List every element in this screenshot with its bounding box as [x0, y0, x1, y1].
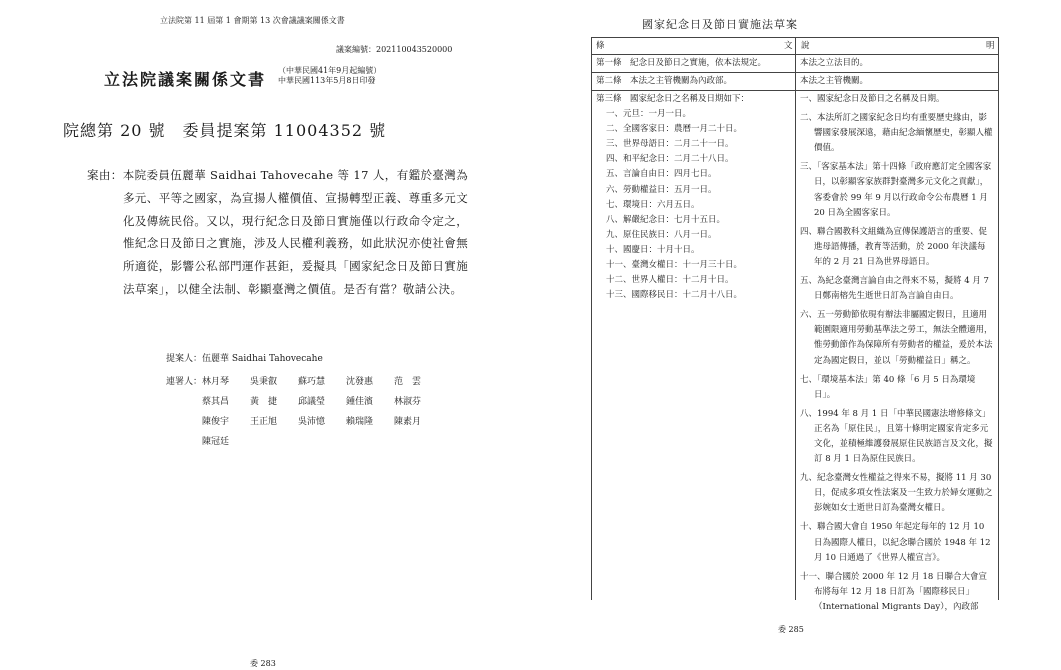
doc-title: 立法院議案關係文書: [104, 70, 267, 89]
note-paragraph: 九、紀念臺灣女性權益之得來不易，擬將 11 月 30 日，促成多項女性法案及一生致力於婦女運動之彭婉如女士逝世日訂為臺灣女權日。: [800, 473, 993, 514]
doc-print-note: [278, 66, 428, 86]
cosigner: 陳俊宇: [202, 417, 230, 427]
proposer-name: 伍麗華 Saidhai Tahovecahe: [202, 354, 323, 364]
cosigner: 林淑芬: [394, 397, 422, 407]
law-table: [591, 37, 999, 612]
row1-note: 本法之立法目的。: [800, 58, 869, 68]
article-item: 十一、臺灣女權日：十一月三十日。: [606, 260, 743, 271]
cosigner: 鍾佳濱: [346, 397, 374, 407]
article-item: 一、元旦：一月一日。: [606, 109, 692, 120]
cosigner: 黃 捷: [250, 397, 278, 407]
note-paragraph: 七、「環境基本法」第 40 條「6 月 5 日為環境日」。: [800, 374, 976, 400]
cosigner: 陳素月: [394, 417, 422, 427]
article-item: 七、環境日：六月五日。: [606, 199, 700, 210]
row3-notes: [800, 92, 994, 619]
row1-article: 第一條 紀念日及節日之實施，依本法規定。: [596, 58, 767, 68]
left-page-number: 委 283: [250, 659, 276, 668]
cosigner: 吳沛憶: [298, 417, 326, 427]
article-item: 四、和平紀念日：二月二十八日。: [606, 154, 734, 165]
note-paragraph: 六、五一勞動節依現有辦法非屬國定假日，且適用範圍限適用勞動基準法之勞工，無法全體適用，惟勞動節作為保障所有勞動者的權益，爰於本法定為國定假日，並以「勞動權益日」稱之。: [800, 310, 993, 366]
header-note-b: 明: [986, 41, 995, 51]
cosign-label: 連署人：: [166, 377, 203, 387]
article-item: 十、國慶日：十月十日。: [606, 244, 700, 255]
bill-number: 議案編號：202110043520000: [336, 45, 453, 54]
note-paragraph: 十一、聯合國於 2000 年 12 月 18 日聯合大會宣布將每年 12 月 18 日訂為「國際移民日」（International Migrants Day），內政部: [800, 571, 987, 612]
article-item: 五、言論自由日：四月七日。: [606, 169, 717, 180]
cosigner: 賴瑞隆: [346, 417, 374, 427]
page-gutter: [528, 0, 529, 670]
cosigner: 林月琴: [202, 377, 230, 387]
cosigner: 吳秉叡: [250, 377, 278, 387]
article-item: 三、世界母語日：二月二十一日。: [606, 139, 734, 150]
note-paragraph: 一、國家紀念日及節日之名稱及日期。: [800, 94, 945, 104]
right-page-number: 委 285: [778, 625, 804, 634]
header-note-a: 說: [801, 41, 810, 51]
header-article-a: 條: [596, 41, 605, 51]
reason-block: [87, 164, 472, 301]
article-item: 二、全國客家日：農曆一月二十日。: [606, 124, 743, 135]
table-header: [592, 38, 998, 55]
note-paragraph: 八、1994 年 8 月 1 日「中華民國憲法增修條文」正名為「原住民」，且第十條明定國家肯定多元文化，並積極維護發展原住民族語言及文化，擬訂 8 月 1 日為原住民族日。: [800, 408, 993, 465]
column-divider: [795, 38, 796, 600]
doc-note-line2: 中華民國113年5月8日印發: [278, 76, 376, 85]
row3-intro: 第三條 國家紀念日之名稱及日期如下：: [596, 94, 750, 104]
cosigner: 蔡其昌: [202, 397, 230, 407]
row2-article: 第二條 本法之主管機關為內政部。: [596, 76, 733, 86]
note-paragraph: 五、為紀念臺灣言論自由之得來不易，擬將 4 月 7 日鄭南榕先生逝世日訂為言論自由日。: [800, 276, 989, 302]
row3-article: [596, 92, 791, 303]
cosigner: 王正旭: [250, 417, 278, 427]
article-item: 六、勞動權益日：五月一日。: [606, 184, 717, 195]
reason-text: 本院委員伍麗華 Saidhai Tahovecahe 等 17 人，有鑑於臺灣為多元、平等之國家，為宣揚人權價值、宣揚轉型正義、尊重多元文化及傳統民俗。又以，現行紀念日及節日實施僅以行政命令定之，惟紀念日及節日之實施，涉及人民權利義務，如此狀況亦使社會無所適從，影響公私部門運作甚鉅，爰擬具「國家紀念日及節日實施法草案」，以健全法制、彰顯臺灣之價值。是否有當？敬請公決。: [122, 168, 469, 296]
proposal-number: 院總第 20 號 委員提案第 11004352 號: [63, 121, 387, 140]
reason-label: 案由：: [87, 168, 123, 182]
row-divider: [592, 72, 998, 73]
row-divider: [592, 90, 998, 91]
note-paragraph: 二、本法所訂之國家紀念日均有重要歷史緣由，影響國家發展深遠，藉由紀念緬懷歷史，彰顯人權價值。: [800, 113, 993, 154]
law-title: 國家紀念日及節日實施法草案: [642, 18, 798, 31]
proposer-row: [166, 351, 323, 364]
note-paragraph: 十、聯合國大會自 1950 年起定每年的 12 月 10 日為國際人權日，以紀念聯合國於 1948 年 12 月 10 日通過了《世界人權宣言》。: [800, 522, 991, 563]
cosigner-list: [202, 374, 442, 447]
cosigner: 范 雲: [394, 377, 422, 387]
left-page-header: 立法院第 11 屆第 1 會期第 13 次會議議案關係文書: [160, 16, 345, 25]
proposer-label: 提案人：: [166, 354, 203, 364]
doc-note-line1: （中華民國41年9月起編號）: [278, 66, 382, 75]
article-item: 九、原住民族日：八月一日。: [606, 229, 717, 240]
article-item: 八、解嚴紀念日：七月十五日。: [606, 214, 726, 225]
header-article-b: 文: [784, 41, 793, 51]
article-item: 十三、國際移民日：十二月十八日。: [606, 290, 743, 301]
cosigner: 蘇巧慧: [298, 377, 326, 387]
cosigner: 沈發惠: [346, 377, 374, 387]
cosigner: 陳冠廷: [202, 437, 230, 447]
row2-note: 本法之主管機關。: [800, 76, 869, 86]
note-paragraph: 三、「客家基本法」第十四條「政府應訂定全國客家日，以彰顯客家族群對臺灣多元文化之貢獻」，客委會於 99 年 9 月以行政命令公布農曆 1 月 20 日為全國客家日。: [800, 162, 992, 218]
article-item: 十二、世界人權日：十二月十日。: [606, 275, 734, 286]
note-paragraph: 四、聯合國教科文組織為宣傳保護語言的重要、促進母語傳播，教育等活動，於 2000 年決議每年的 2 月 21 日為世界母語日。: [800, 226, 988, 267]
cosigner: 邱議瑩: [298, 397, 326, 407]
